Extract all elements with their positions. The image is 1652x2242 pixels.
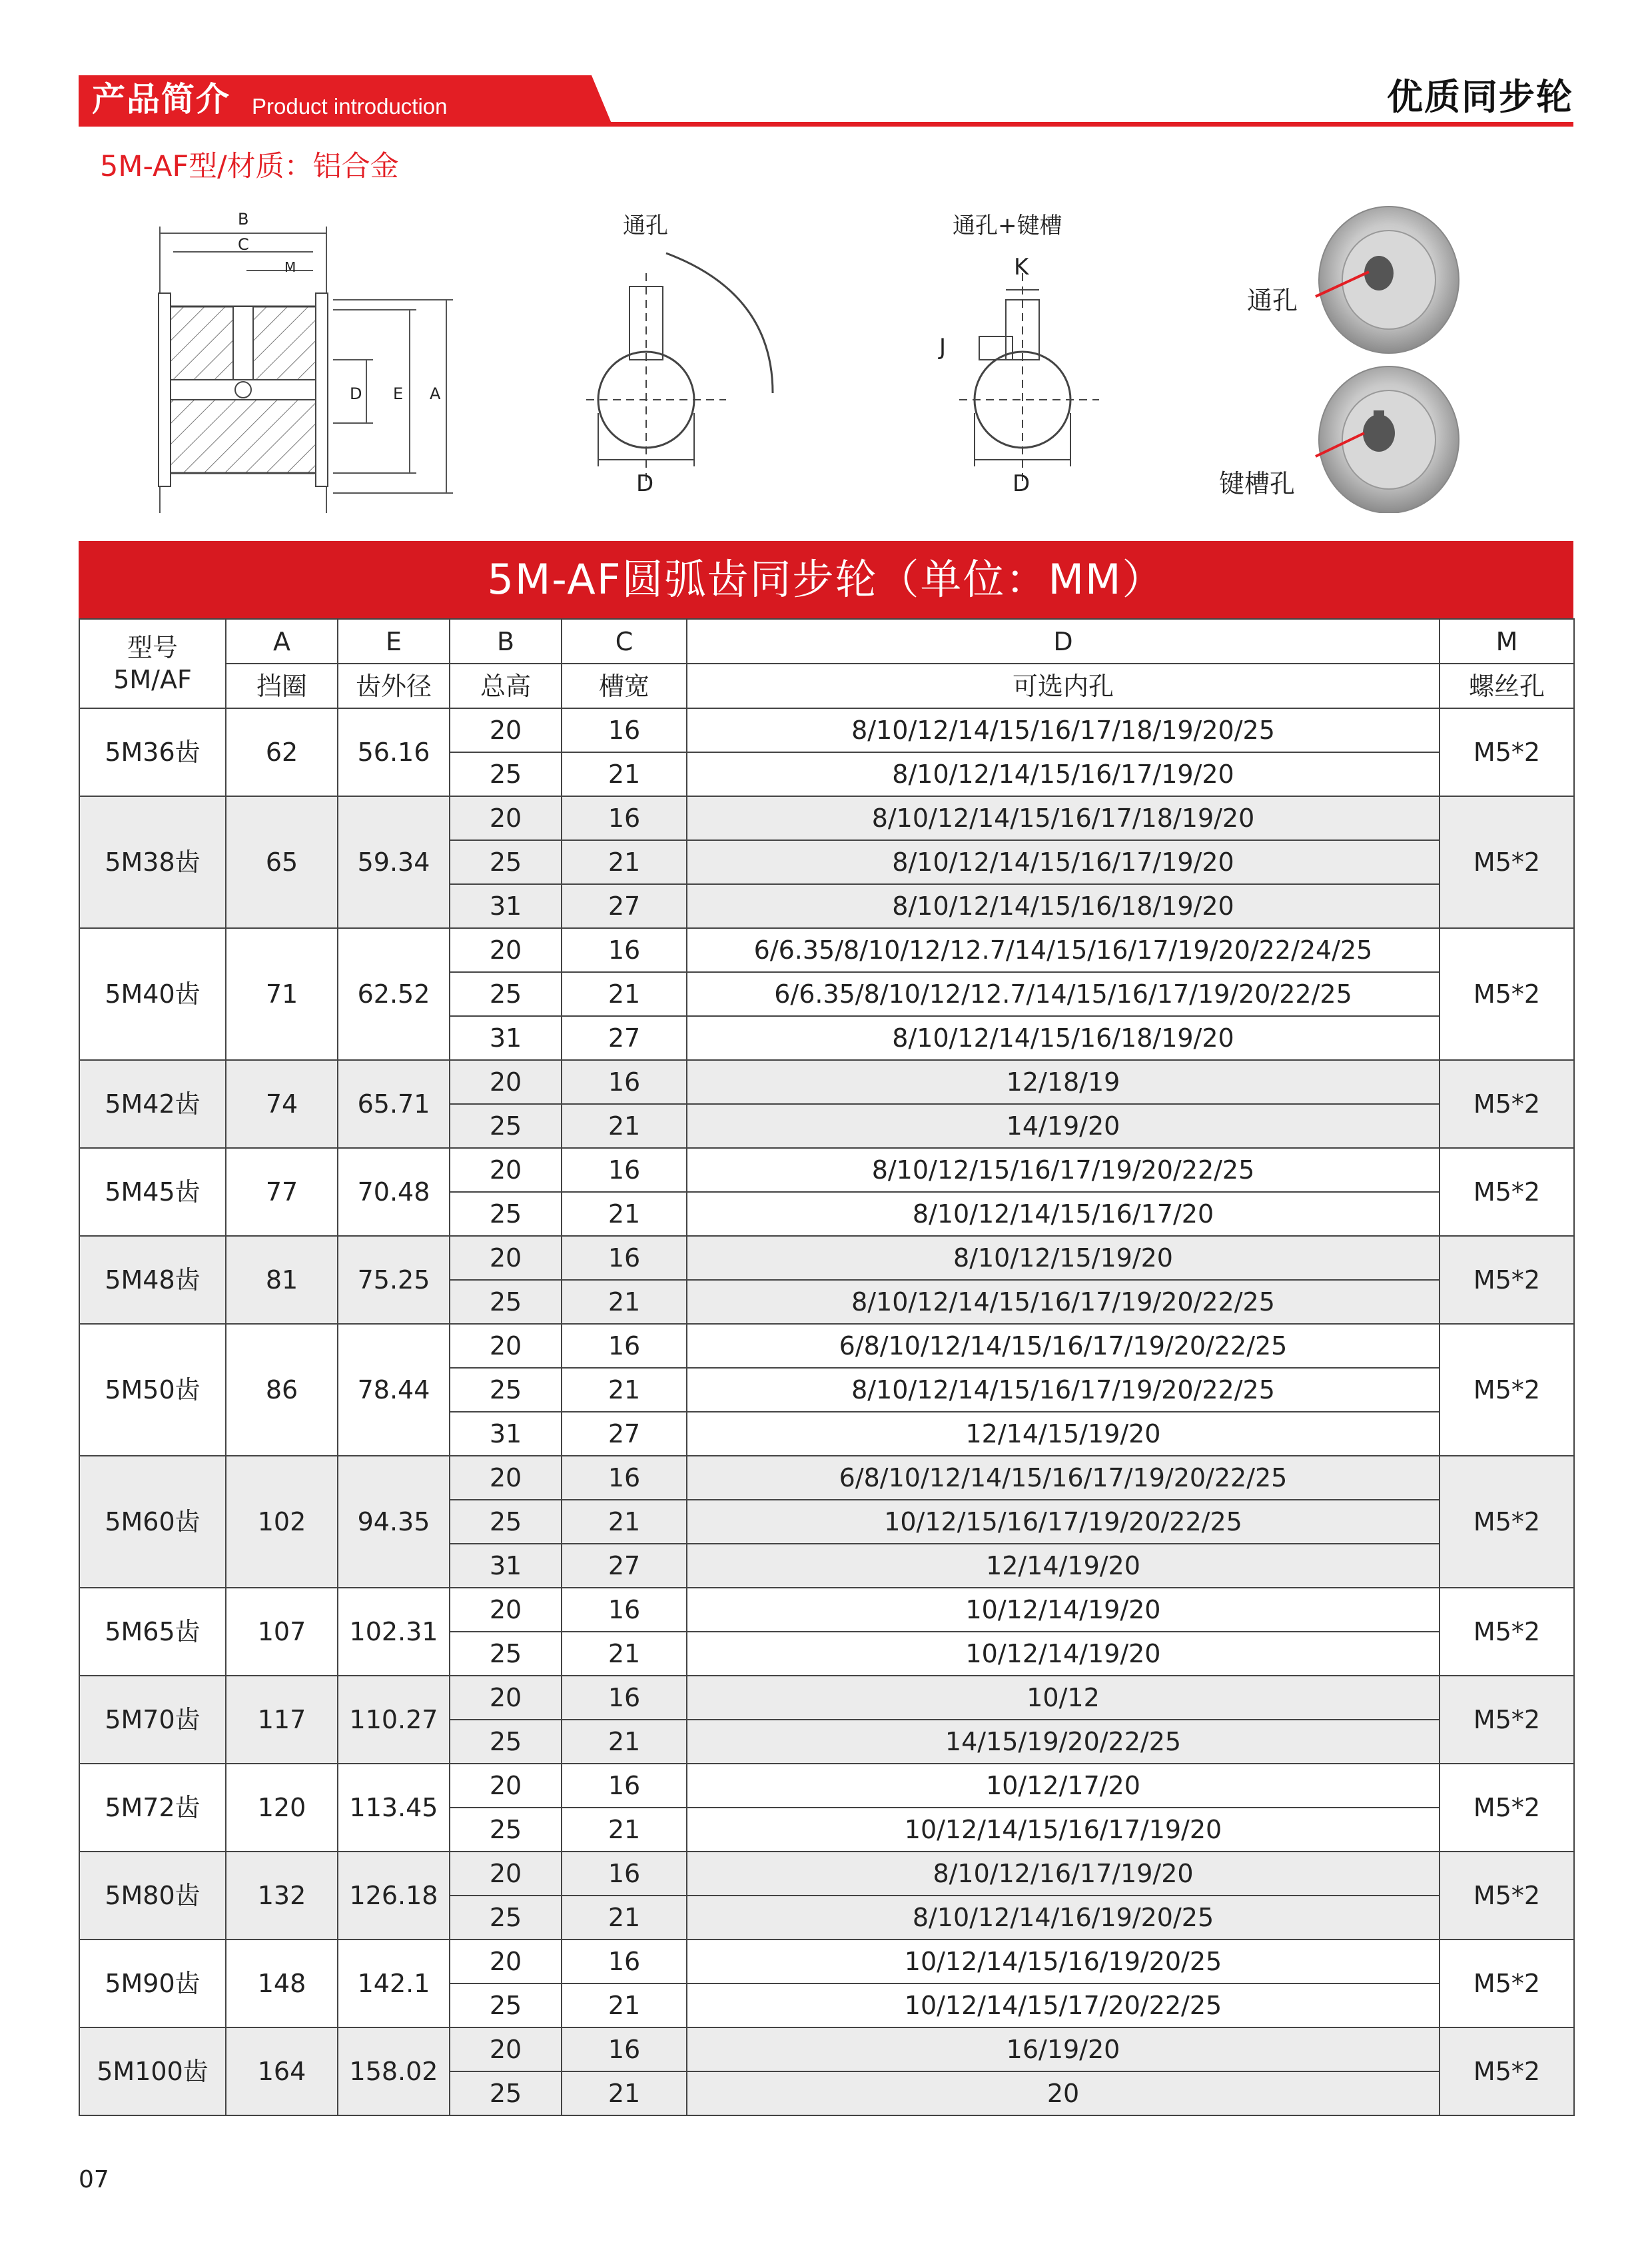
cell-m: M5*2 [1440,1236,1574,1324]
cell-e: 62.52 [338,928,450,1060]
cell-model: 5M90齿 [79,1940,226,2027]
cell-d: 8/10/12/14/16/19/20/25 [687,1896,1440,1940]
cell-d: 8/10/12/14/15/16/17/19/20/22/25 [687,1368,1440,1412]
table-row [79,2027,1574,2071]
cell-c: 27 [562,884,687,928]
col-header-b: B [450,619,562,664]
cell-c: 16 [562,1324,687,1368]
cell-e: 65.71 [338,1060,450,1148]
table-row [79,1148,1574,1192]
cell-model: 5M40齿 [79,928,226,1060]
cell-c: 16 [562,1236,687,1280]
cell-c: 21 [562,1104,687,1148]
cell-model: 5M65齿 [79,1588,226,1676]
col-sub-c: 槽宽 [562,664,687,708]
col-sub-m: 螺丝孔 [1440,664,1574,708]
cell-d: 12/14/15/19/20 [687,1412,1440,1456]
cell-c: 16 [562,1148,687,1192]
cell-b: 31 [450,1544,562,1588]
cell-model: 5M50齿 [79,1324,226,1456]
header-title-zh: 产品简介 [92,80,230,119]
cell-b: 25 [450,1280,562,1324]
cell-m: M5*2 [1440,1456,1574,1588]
cell-b: 25 [450,1632,562,1676]
cell-a: 71 [226,928,338,1060]
keyway-label: 通孔+键槽 [953,213,1062,239]
cell-m: M5*2 [1440,928,1574,1060]
col-sub-b: 总高 [450,664,562,708]
col-header-m: M [1440,619,1574,664]
table-row [79,1676,1574,1720]
cell-b: 25 [450,1500,562,1544]
cell-b: 20 [450,1940,562,1983]
dim-label-d: D [350,384,362,403]
dim-label-e: E [393,384,404,403]
cell-a: 164 [226,2027,338,2115]
cell-d: 10/12/14/19/20 [687,1588,1440,1632]
cell-d: 6/8/10/12/14/15/16/17/19/20/22/25 [687,1324,1440,1368]
dim-label-b: B [238,210,249,229]
cell-c: 21 [562,840,687,884]
header-title-en: Product introduction [252,94,448,119]
cell-e: 126.18 [338,1852,450,1940]
dim-label-k: K [1014,254,1029,280]
cell-e: 70.48 [338,1148,450,1236]
cell-a: 77 [226,1148,338,1236]
cell-b: 20 [450,708,562,752]
table-row [79,1456,1574,1500]
dim-label-c: C [238,235,249,254]
cell-d: 14/19/20 [687,1104,1440,1148]
cell-d: 12/14/19/20 [687,1544,1440,1588]
cell-d: 10/12/14/15/17/20/22/25 [687,1983,1440,2027]
cell-b: 20 [450,1060,562,1104]
cell-m: M5*2 [1440,1852,1574,1940]
cell-a: 132 [226,1852,338,1940]
cell-b: 25 [450,1104,562,1148]
cell-a: 102 [226,1456,338,1588]
cell-c: 27 [562,1544,687,1588]
dim-label-j: J [939,334,947,360]
cell-b: 25 [450,1192,562,1236]
cell-c: 21 [562,1368,687,1412]
cell-d: 6/8/10/12/14/15/16/17/19/20/22/25 [687,1456,1440,1500]
cell-b: 25 [450,1368,562,1412]
cell-d: 6/6.35/8/10/12/12.7/14/15/16/17/19/20/22/24/25 [687,928,1440,972]
table-header-row-sub [79,664,1574,708]
col-header-e: E [338,619,450,664]
cell-c: 21 [562,1192,687,1236]
cell-d: 10/12/17/20 [687,1764,1440,1808]
cell-d: 8/10/12/14/15/16/17/18/19/20 [687,796,1440,840]
cell-model: 5M42齿 [79,1060,226,1148]
table-row [79,1940,1574,1983]
cell-a: 62 [226,708,338,796]
spec-table-body [79,708,1574,2115]
cell-a: 65 [226,796,338,928]
cell-model: 5M38齿 [79,796,226,928]
cell-c: 16 [562,1676,687,1720]
cell-d: 8/10/12/16/17/19/20 [687,1852,1440,1896]
col-sub-a: 挡圈 [226,664,338,708]
col-sub-d: 可选内孔 [687,664,1440,708]
col-header-c: C [562,619,687,664]
cell-e: 56.16 [338,708,450,796]
dim-label-d-through: D [636,470,654,497]
diagram-strip [0,200,1652,513]
cell-m: M5*2 [1440,1588,1574,1676]
cell-d: 10/12/14/15/16/17/19/20 [687,1808,1440,1852]
cell-a: 86 [226,1324,338,1456]
cell-b: 25 [450,1983,562,2027]
cell-d: 8/10/12/14/15/16/17/20 [687,1192,1440,1236]
cell-b: 20 [450,1324,562,1368]
table-row [79,1852,1574,1896]
dim-label-d-keyway: D [1013,470,1031,497]
cell-d: 20 [687,2071,1440,2115]
cell-m: M5*2 [1440,1060,1574,1148]
cell-a: 81 [226,1236,338,1324]
table-row [79,1764,1574,1808]
cell-d: 10/12 [687,1676,1440,1720]
cell-d: 10/12/14/19/20 [687,1632,1440,1676]
cell-c: 21 [562,752,687,796]
cell-e: 94.35 [338,1456,450,1588]
cell-m: M5*2 [1440,1940,1574,2027]
cell-c: 16 [562,1456,687,1500]
cell-model: 5M36齿 [79,708,226,796]
cell-c: 16 [562,1588,687,1632]
col-header-d: D [687,619,1440,664]
cell-c: 27 [562,1412,687,1456]
cell-m: M5*2 [1440,1676,1574,1764]
cell-c: 27 [562,1016,687,1060]
cell-c: 21 [562,972,687,1016]
cell-e: 110.27 [338,1676,450,1764]
cell-b: 20 [450,1852,562,1896]
cell-e: 75.25 [338,1236,450,1324]
product-subtitle: 5M-AF型/材质：铝合金 [100,150,399,183]
cell-b: 25 [450,1896,562,1940]
table-row [79,928,1574,972]
cell-a: 120 [226,1764,338,1852]
cell-b: 20 [450,1588,562,1632]
cell-c: 21 [562,1983,687,2027]
cell-c: 21 [562,2071,687,2115]
cell-b: 31 [450,1412,562,1456]
cell-e: 78.44 [338,1324,450,1456]
cell-d: 8/10/12/15/16/17/19/20/22/25 [687,1148,1440,1192]
spec-table [79,618,1575,2116]
cell-d: 8/10/12/14/15/16/17/18/19/20/25 [687,708,1440,752]
cell-a: 117 [226,1676,338,1764]
cell-d: 6/6.35/8/10/12/12.7/14/15/16/17/19/20/22/25 [687,972,1440,1016]
cell-b: 31 [450,1016,562,1060]
photo-keyway-label: 键槽孔 [1219,469,1296,498]
col-header-model: 型号 5M/AF [79,619,226,708]
cell-model: 5M45齿 [79,1148,226,1236]
page-number: 07 [79,2166,109,2193]
cell-e: 113.45 [338,1764,450,1852]
table-row [79,796,1574,840]
cell-b: 20 [450,796,562,840]
table-header-row-top [79,619,1574,664]
cell-b: 25 [450,972,562,1016]
cell-c: 16 [562,928,687,972]
cell-m: M5*2 [1440,2027,1574,2115]
cell-c: 16 [562,796,687,840]
cell-model: 5M80齿 [79,1852,226,1940]
cell-d: 8/10/12/14/15/16/18/19/20 [687,1016,1440,1060]
cell-model: 5M60齿 [79,1456,226,1588]
cell-c: 21 [562,1500,687,1544]
cell-model: 5M100齿 [79,2027,226,2115]
cell-b: 25 [450,1808,562,1852]
cell-model: 5M72齿 [79,1764,226,1852]
col-header-a: A [226,619,338,664]
cell-c: 16 [562,708,687,752]
cell-e: 59.34 [338,796,450,928]
pulley-photo-keyway [1319,366,1459,513]
cell-c: 16 [562,2027,687,2071]
cell-m: M5*2 [1440,708,1574,796]
cell-d: 10/12/15/16/17/19/20/22/25 [687,1500,1440,1544]
table-banner: 5M-AF圆弧齿同步轮（单位：MM） [79,541,1573,618]
cell-m: M5*2 [1440,1324,1574,1456]
table-row [79,1236,1574,1280]
cell-b: 20 [450,2027,562,2071]
cell-model: 5M48齿 [79,1236,226,1324]
cell-b: 25 [450,840,562,884]
col-sub-e: 齿外径 [338,664,450,708]
table-row [79,1588,1574,1632]
cell-c: 21 [562,1632,687,1676]
cell-c: 21 [562,1808,687,1852]
cell-b: 20 [450,1456,562,1500]
cell-c: 16 [562,1764,687,1808]
photo-through-label: 通孔 [1247,286,1298,315]
cell-b: 31 [450,884,562,928]
cell-d: 8/10/12/15/19/20 [687,1236,1440,1280]
pulley-photo-through [1319,207,1459,353]
cell-c: 16 [562,1852,687,1896]
table-row [79,1324,1574,1368]
cell-b: 25 [450,752,562,796]
cell-a: 107 [226,1588,338,1676]
cell-b: 20 [450,1676,562,1720]
dim-label-a: A [430,384,441,403]
cell-d: 8/10/12/14/15/16/17/19/20 [687,840,1440,884]
cell-d: 8/10/12/14/15/16/17/19/20 [687,752,1440,796]
cell-c: 16 [562,1940,687,1983]
cell-b: 25 [450,2071,562,2115]
table-row [79,708,1574,752]
dim-label-m: M [284,259,296,275]
cell-e: 142.1 [338,1940,450,2027]
cell-a: 74 [226,1060,338,1148]
header-rule [79,122,1573,127]
cell-a: 148 [226,1940,338,2027]
cell-d: 8/10/12/14/15/16/18/19/20 [687,884,1440,928]
cell-b: 20 [450,1764,562,1808]
cell-m: M5*2 [1440,1148,1574,1236]
cell-e: 158.02 [338,2027,450,2115]
cell-e: 102.31 [338,1588,450,1676]
cell-m: M5*2 [1440,1764,1574,1852]
table-row [79,1060,1574,1104]
cell-b: 25 [450,1720,562,1764]
cell-m: M5*2 [1440,796,1574,928]
cell-model: 5M70齿 [79,1676,226,1764]
cell-d: 10/12/14/15/16/19/20/25 [687,1940,1440,1983]
cell-b: 20 [450,1236,562,1280]
cell-b: 20 [450,928,562,972]
cell-c: 21 [562,1720,687,1764]
cell-d: 8/10/12/14/15/16/17/19/20/22/25 [687,1280,1440,1324]
header-right-title: 优质同步轮 [1387,76,1573,118]
cell-d: 16/19/20 [687,2027,1440,2071]
cell-c: 21 [562,1280,687,1324]
cell-b: 20 [450,1148,562,1192]
cell-d: 14/15/19/20/22/25 [687,1720,1440,1764]
cell-c: 16 [562,1060,687,1104]
through-hole-label: 通孔 [623,213,668,239]
cell-d: 12/18/19 [687,1060,1440,1104]
cell-c: 21 [562,1896,687,1940]
